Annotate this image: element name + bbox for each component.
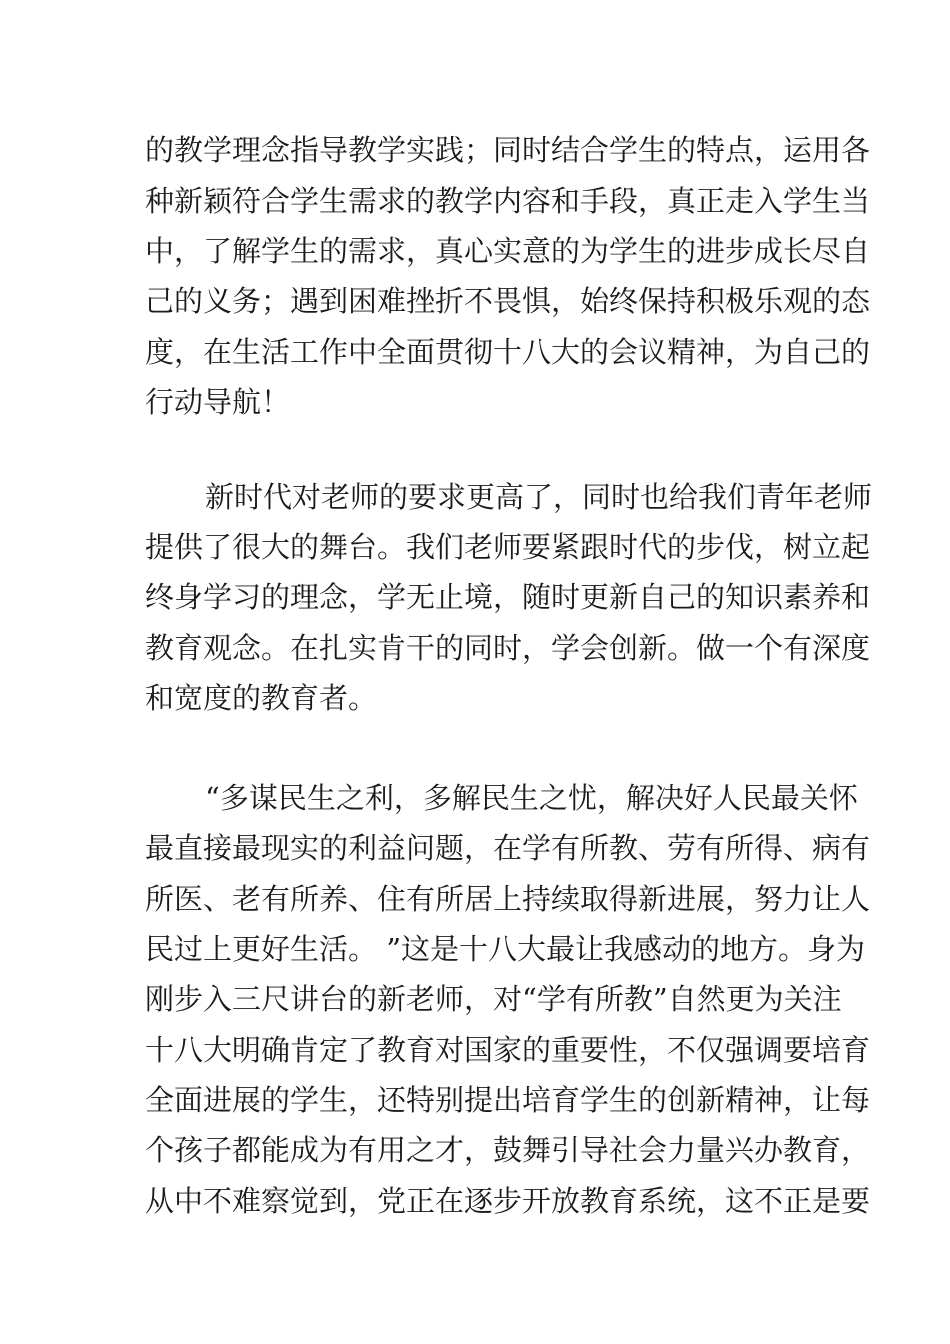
text-line: 个孩子都能成为有用之才，鼓舞引导社会力量兴办教育， <box>145 1133 871 1167</box>
text-line: 提供了很大的舞台。我们老师要紧跟时代的步伐，树立起 <box>145 530 871 564</box>
text-line: 所医、老有所养、住有所居上持续取得新进展，努力让人 <box>145 882 871 916</box>
text-line: 行动导航！ <box>145 385 291 419</box>
text-line: 中，了解学生的需求，真心实意的为学生的进步成长尽自 <box>145 234 871 268</box>
text-line: 新时代对老师的要求更高了，同时也给我们青年老师 <box>205 480 873 514</box>
text-line: 的教学理念指导教学实践；同时结合学生的特点，运用各 <box>145 133 871 167</box>
text-line: 从中不难察觉到，党正在逐步开放教育系统，这不正是要 <box>145 1184 871 1218</box>
text-line: 民过上更好生活。 ”这是十八大最让我感动的地方。身为 <box>145 932 866 966</box>
text-line: 全面进展的学生，还特别提出培育学生的创新精神，让每 <box>145 1083 871 1117</box>
text-line: “多谋民生之利，多解民生之忧，解决好人民最关怀 <box>205 781 858 815</box>
text-line: 己的义务；遇到困难挫折不畏惧，始终保持积极乐观的态 <box>145 284 871 318</box>
text-line: 终身学习的理念，学无止境，随时更新自己的知识素养和 <box>145 580 871 614</box>
text-line: 十八大明确肯定了教育对国家的重要性，不仅强调要培育 <box>145 1033 871 1067</box>
text-line: 最直接最现实的利益问题，在学有所教、劳有所得、病有 <box>145 831 871 865</box>
text-line: 刚步入三尺讲台的新老师，对“学有所教”自然更为关注 <box>145 982 842 1016</box>
text-line: 教育观念。在扎实肯干的同时，学会创新。做一个有深度 <box>145 631 871 665</box>
text-line: 度，在生活工作中全面贯彻十八大的会议精神，为自己的 <box>145 335 871 369</box>
text-line: 种新颖符合学生需求的教学内容和手段，真正走入学生当 <box>145 184 871 218</box>
text-line: 和宽度的教育者。 <box>145 681 378 715</box>
